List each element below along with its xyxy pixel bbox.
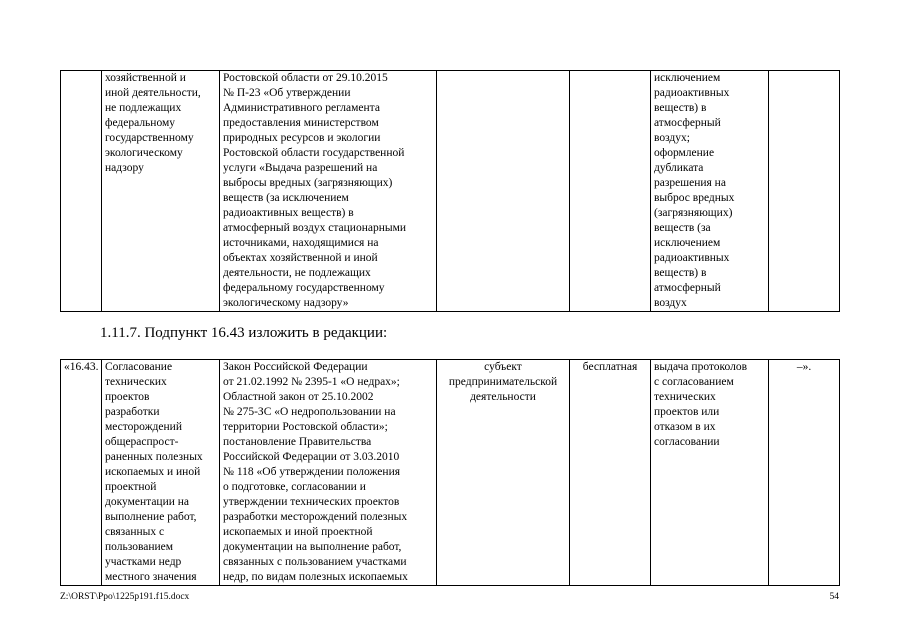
table-new-item: [60, 359, 840, 586]
cell-fee: бесплатная: [570, 360, 651, 586]
cell-legal-basis: Закон Российской Федерации от 21.02.1992 № 2395-1 «О недрах»; Областной закон от 25.10.2002 № 275-ЗС «О недропользовании на территории Ростовской области»; постановление Правительства Российской Федерации от 3.03.2010 № 118 «Об утверждении положения о подготовке, согласовании и утверждении технических проектов разработки месторождений полезных ископаемых и иной проектной документации на выполнение работ, связанных с пользованием участками недр, по видам полезных ископаемых: [220, 360, 437, 586]
cell-service-name: хозяйственной и иной деятельности, не подлежащих федеральному государственному экологическому надзору: [102, 71, 220, 312]
cell-notes: –».: [769, 360, 840, 586]
cell-service-name: Согласование технических проектов разработки месторождений общераспрост- раненных полезных ископаемых и иной проектной документации на выполнение работ, связанных с пользованием участками недр местного значения: [102, 360, 220, 586]
cell-result: выдача протоколов с согласованием технических проектов или отказом в их согласовании: [651, 360, 769, 586]
cell-applicant: [437, 71, 570, 312]
footer-file-path: Z:\ORST\Ppo\1225p191.f15.docx: [60, 592, 190, 602]
table-row: [61, 71, 840, 312]
cell-legal-basis: Ростовской области от 29.10.2015 № П-23 «Об утверждении Административного регламента предоставления министерством природных ресурсов и экологии Ростовской области государственной услуги «Выдача разрешений на выбросы вредных (загрязняющих) веществ (за исключением радиоактивных веществ) в атмосферный воздух стационарными источниками, находящимися на объектах хозяйственной и иной деятельности, не подлежащих федеральному государственному экологическому надзору»: [220, 71, 437, 312]
page-number: 54: [829, 592, 839, 602]
section-heading: 1.11.7. Подпункт 16.43 изложить в редакции:: [100, 325, 388, 341]
table-row: [61, 360, 840, 586]
cell-applicant: субъект предпринимательской деятельности: [437, 360, 570, 586]
cell-result: исключением радиоактивных веществ) в атмосферный воздух; оформление дубликата разрешения на выброс вредных (загрязняющих) веществ (за исключением радиоактивных веществ) в атмосферный воздух: [651, 71, 769, 312]
cell-notes: [769, 71, 840, 312]
table-continued: [60, 70, 840, 312]
cell-fee: [570, 71, 651, 312]
cell-number: [61, 71, 102, 312]
cell-number: «16.43.: [61, 360, 102, 586]
